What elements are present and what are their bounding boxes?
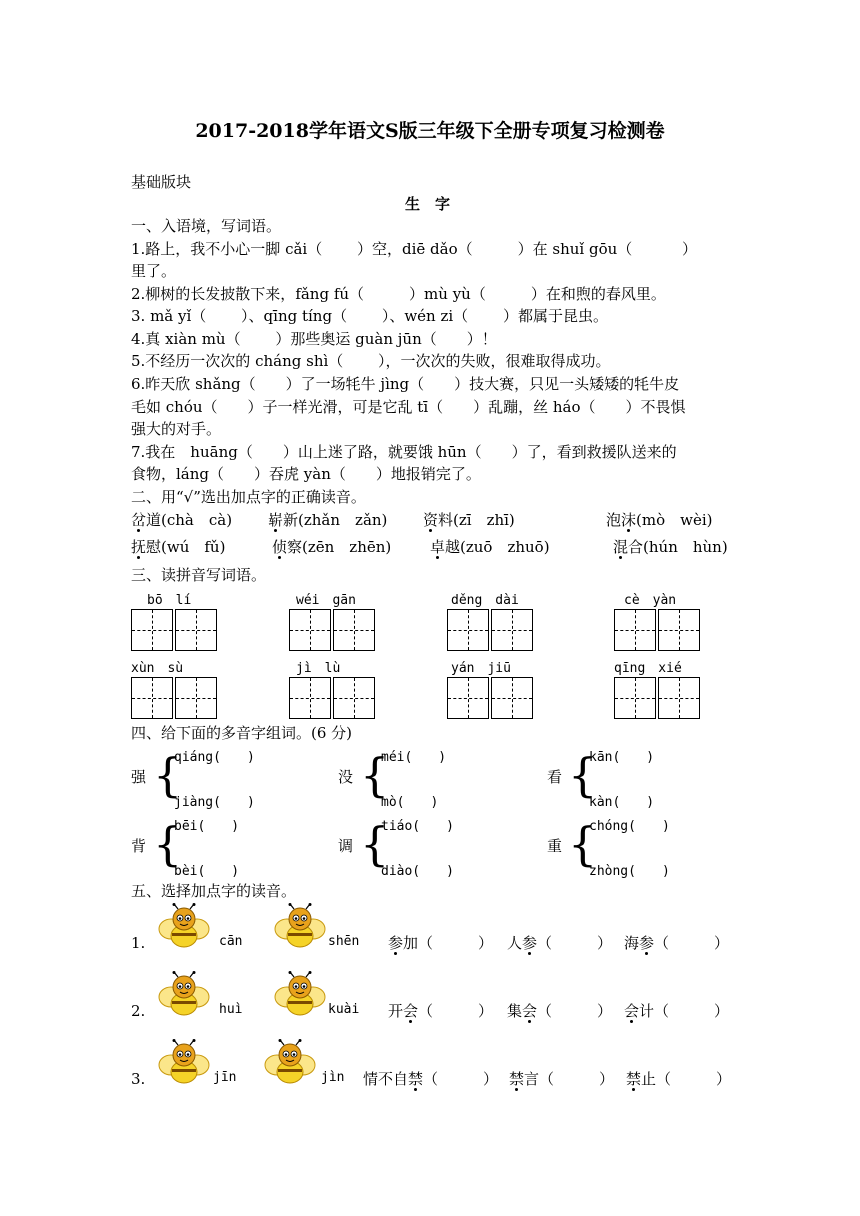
writing-box[interactable] [447, 677, 489, 719]
q5-word: 开会（ ） [388, 1002, 494, 1020]
option-pinyin: kuài [328, 1002, 360, 1017]
pinyin-label: wéi gān [296, 593, 356, 608]
q5-num: 2. [131, 1002, 146, 1020]
q1-heading: 一、入语境，写词语。 [131, 217, 282, 235]
q5-word: 禁止（ ） [626, 1070, 732, 1088]
q2-item: 混合(hún hùn) [613, 538, 728, 556]
bee-icon [156, 1039, 212, 1085]
q5-num: 3. [131, 1070, 146, 1088]
brace-icon: { [568, 817, 598, 871]
polyphone-char: 背 [131, 837, 147, 855]
writing-box[interactable] [175, 609, 217, 651]
writing-box[interactable] [289, 677, 331, 719]
pinyin-label: qīng xié [614, 661, 682, 676]
writing-box[interactable] [131, 609, 173, 651]
q3-heading: 三、读拼音写词语。 [131, 566, 267, 584]
writing-box[interactable] [614, 677, 656, 719]
pinyin-label: cè yàn [624, 593, 677, 608]
bee-icon [272, 971, 328, 1017]
q1-line: 6.昨天欣 shǎng（ ）了一场牦牛 jìng（ ）技大赛，只见一头矮矮的牦牛皮 [131, 375, 680, 393]
q5-word: 海参（ ） [624, 934, 730, 952]
bee-icon [262, 1039, 318, 1085]
q1-line: 7.我在 huāng（ ）山上迷了路，就要饿 hūn（ ）了，看到救援队送来的 [131, 443, 677, 461]
option-pinyin: jìn [321, 1070, 345, 1085]
polyphone-b: jiàng( ) [174, 795, 255, 810]
q5-word: 参加（ ） [388, 934, 494, 952]
q1-line: 里了。 [131, 262, 177, 280]
q1-line: 3. mǎ yǐ（ ）、qīng tíng（ ）、wén zi（ ）都属于昆虫。 [131, 307, 608, 325]
q2-item: 侦察(zēn zhēn) [272, 538, 392, 556]
q5-word: 情不自禁（ ） [363, 1070, 499, 1088]
writing-box[interactable] [614, 609, 656, 651]
q4-heading: 四、给下面的多音字组词。(6 分) [131, 724, 353, 742]
brace-icon: { [568, 748, 598, 802]
writing-box[interactable] [658, 677, 700, 719]
q1-line: 2.柳树的长发披散下来，fǎng fú（ ）mù yù（ ）在和煦的春风里。 [131, 285, 666, 303]
option-pinyin: cān [219, 934, 243, 949]
q2-item: 岔道(chà cà) [131, 511, 233, 529]
writing-box[interactable] [333, 609, 375, 651]
pinyin-label: xùn sù [131, 661, 184, 676]
writing-box[interactable] [175, 677, 217, 719]
brace-icon: { [153, 817, 183, 871]
polyphone-a: méi( ) [381, 750, 447, 765]
polyphone-char: 强 [131, 768, 147, 786]
polyphone-b: zhòng( ) [589, 864, 670, 879]
polyphone-b: mò( ) [381, 795, 439, 810]
option-pinyin: jīn [213, 1070, 237, 1085]
polyphone-b: diào( ) [381, 864, 454, 879]
writing-box[interactable] [491, 677, 533, 719]
bee-icon [156, 903, 212, 949]
polyphone-a: kān( ) [589, 750, 655, 765]
q2-item: 抚慰(wú fǔ) [131, 538, 226, 556]
writing-box[interactable] [333, 677, 375, 719]
q1-line: 5.不经历一次次的 cháng shì（ ），一次次的失败，很难取得成功。 [131, 352, 611, 370]
q5-word: 禁言（ ） [509, 1070, 615, 1088]
polyphone-char: 重 [547, 837, 563, 855]
pinyin-label: yán jiū [451, 661, 511, 676]
polyphone-a: qiáng( ) [174, 750, 255, 765]
q2-heading: 二、用“√”选出加点字的正确读音。 [131, 488, 366, 506]
page-title: 2017-2018学年语文S版三年级下全册专项复习检测卷 [195, 120, 665, 142]
polyphone-char: 调 [338, 837, 354, 855]
writing-box[interactable] [131, 677, 173, 719]
q1-line: 毛如 chóu（ ）子一样光滑，可是它乱 tī（ ）乱蹦，丝 háo（ ）不畏惧 [131, 398, 686, 416]
polyphone-b: bèi( ) [174, 864, 240, 879]
option-pinyin: huì [219, 1002, 243, 1017]
q2-item: 崭新(zhǎn zǎn) [268, 511, 388, 529]
q5-word: 人参（ ） [507, 934, 613, 952]
q5-word: 会计（ ） [624, 1002, 730, 1020]
option-pinyin: shēn [328, 934, 360, 949]
q1-line: 1.路上，我不小心一脚 cǎi（ ）空，diē dǎo（ ）在 shuǐ gōu（ ） [131, 240, 698, 258]
polyphone-a: tiáo( ) [381, 819, 454, 834]
q1-line: 强大的对手。 [131, 420, 222, 438]
q5-word: 集会（ ） [507, 1002, 613, 1020]
bee-icon [156, 971, 212, 1017]
polyphone-char: 没 [338, 768, 354, 786]
q1-line: 4.真 xiàn mù（ ）那些奥运 guàn jūn（ ）！ [131, 330, 497, 348]
writing-box[interactable] [447, 609, 489, 651]
sub-heading: 生 字 [405, 195, 451, 213]
q5-num: 1. [131, 934, 146, 952]
brace-icon: { [153, 748, 183, 802]
pinyin-label: jì lù [296, 661, 341, 676]
q1-line: 食物，láng（ ）吞虎 yàn（ ）地报销完了。 [131, 465, 481, 483]
q5-heading: 五、选择加点字的读音。 [131, 882, 297, 900]
q2-item: 资料(zī zhī) [423, 511, 515, 529]
brace-icon: { [360, 817, 390, 871]
pinyin-label: bō lí [147, 593, 192, 608]
polyphone-b: kàn( ) [589, 795, 655, 810]
q2-item: 泡沫(mò wèi) [606, 511, 713, 529]
polyphone-a: chóng( ) [589, 819, 670, 834]
bee-icon [272, 903, 328, 949]
writing-box[interactable] [289, 609, 331, 651]
writing-box[interactable] [658, 609, 700, 651]
pinyin-label: děng dài [451, 593, 519, 608]
writing-box[interactable] [491, 609, 533, 651]
brace-icon: { [360, 748, 390, 802]
section-label: 基础版块 [131, 173, 192, 191]
polyphone-a: bēi( ) [174, 819, 240, 834]
q2-item: 卓越(zuō zhuō) [430, 538, 550, 556]
polyphone-char: 看 [547, 768, 563, 786]
